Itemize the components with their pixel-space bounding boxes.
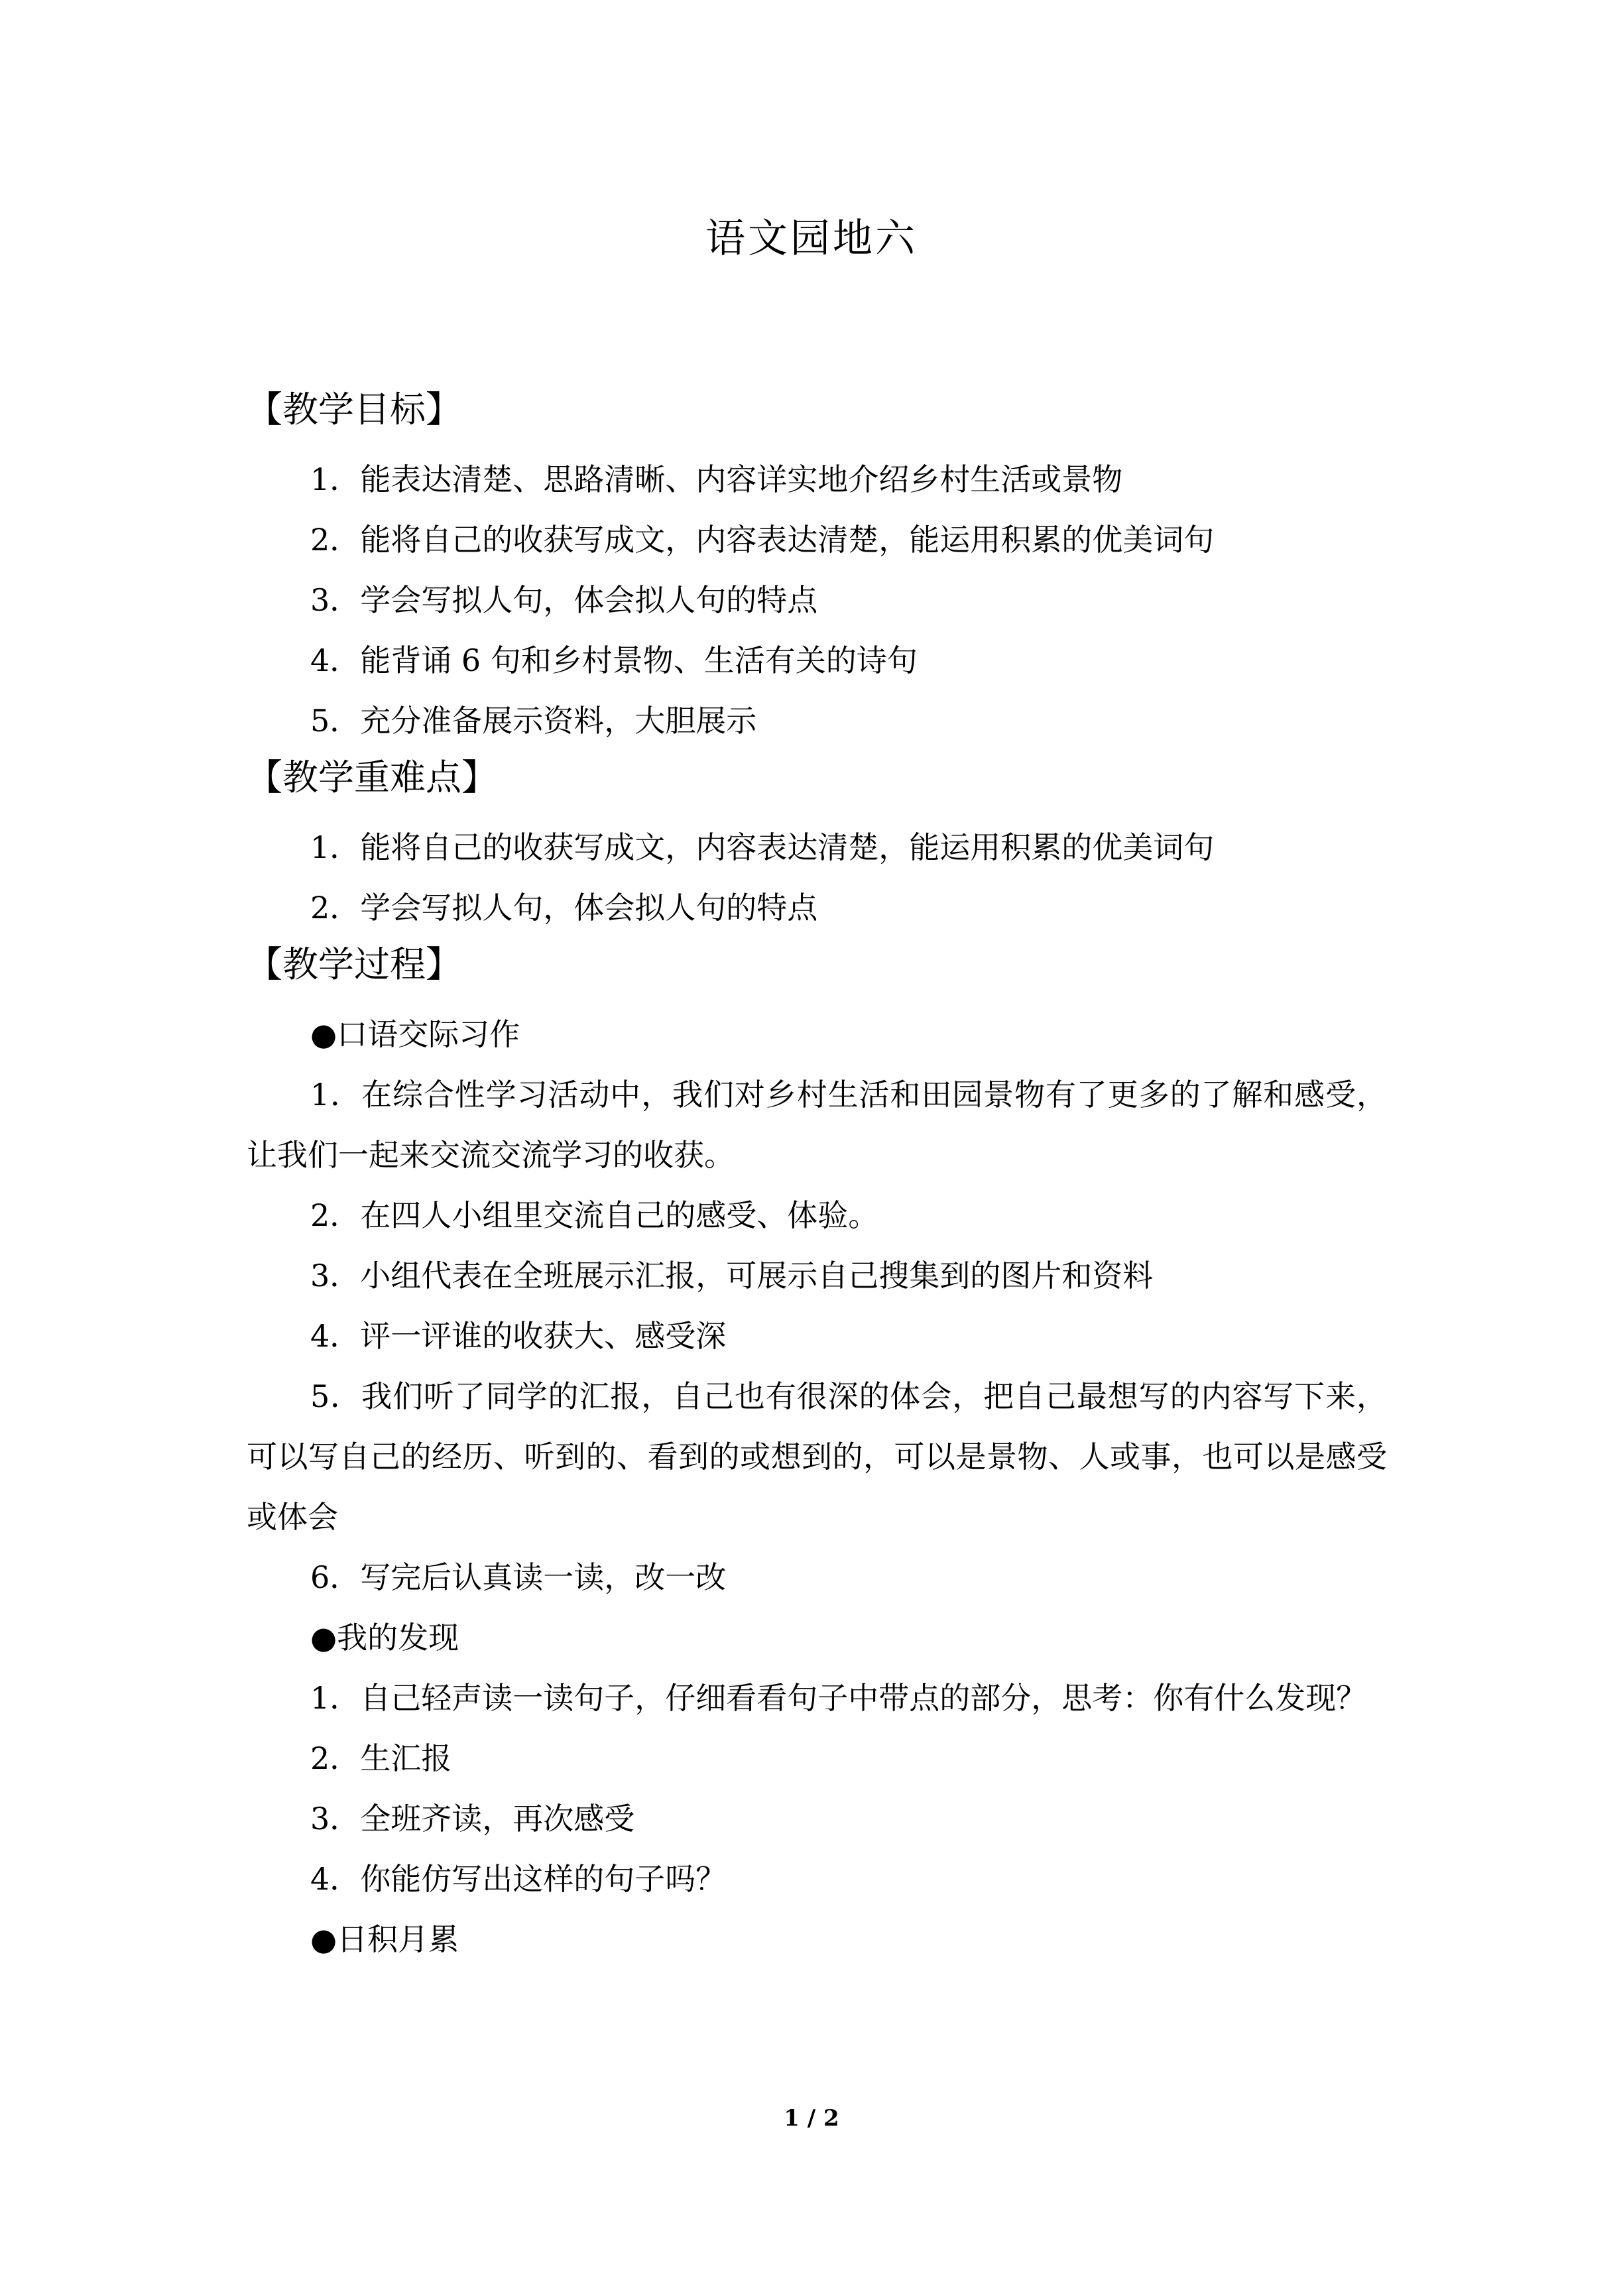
page-title: 语文园地六 [705,215,918,262]
subsection-my-discovery: ●我的发现 [310,1620,459,1656]
paragraph: 1．自己轻声读一读句子，仔细看看句子中带点的部分，思考：你有什么发现？ [310,1680,1367,1716]
paragraph: 6．写完后认真读一读，改一改 [310,1559,727,1595]
paragraph: 3．小组代表在全班展示汇报，可展示自己搜集到的图片和资料 [310,1258,1154,1294]
paragraph: 4．评一评谁的收获大、感受深 [310,1318,727,1354]
list-item: 1．能将自己的收获写成文，内容表达清楚，能运用积累的优美词句 [310,829,1215,865]
subsection-oral-writing: ●口语交际习作 [310,1016,520,1052]
list-item: 3．学会写拟人句，体会拟人句的特点 [310,582,818,618]
list-item: 2．能将自己的收获写成文，内容表达清楚，能运用积累的优美词句 [310,522,1215,558]
subsection-daily-accumulation: ●日积月累 [310,1921,459,1957]
section-heading-process: 【教学过程】 [247,943,461,985]
list-item: 4．能背诵 6 句和乡村景物、生活有关的诗句 [310,642,918,678]
paragraph: 1．在综合性学习活动中，我们对乡村生活和田园景物有了更多的了解和感受，让我们一起来交流交流学习的收获。 [247,1077,1387,1173]
list-item: 5．充分准备展示资料，大胆展示 [310,703,757,739]
section-heading-key-points: 【教学重难点】 [247,756,497,798]
paragraph: 5．我们听了同学的汇报，自己也有很深的体会，把自己最想写的内容写下来，可以写自己的经历、听到的、看到的或想到的，可以是景物、人或事，也可以是感受或体会 [247,1378,1387,1535]
paragraph: 3．全班齐读，再次感受 [310,1801,635,1837]
section-heading-objectives: 【教学目标】 [247,389,461,430]
paragraph: 2．在四人小组里交流自己的感受、体验。 [310,1197,879,1233]
page-number: 1 / 2 [784,2105,839,2132]
paragraph: 4．你能仿写出这样的句子吗？ [310,1861,727,1897]
list-item: 1．能表达清楚、思路清晰、内容详实地介绍乡村生活或景物 [310,461,1123,497]
paragraph: 2．生汇报 [310,1740,452,1776]
document-body [247,383,1387,1970]
list-item: 2．学会写拟人句，体会拟人句的特点 [310,890,818,926]
